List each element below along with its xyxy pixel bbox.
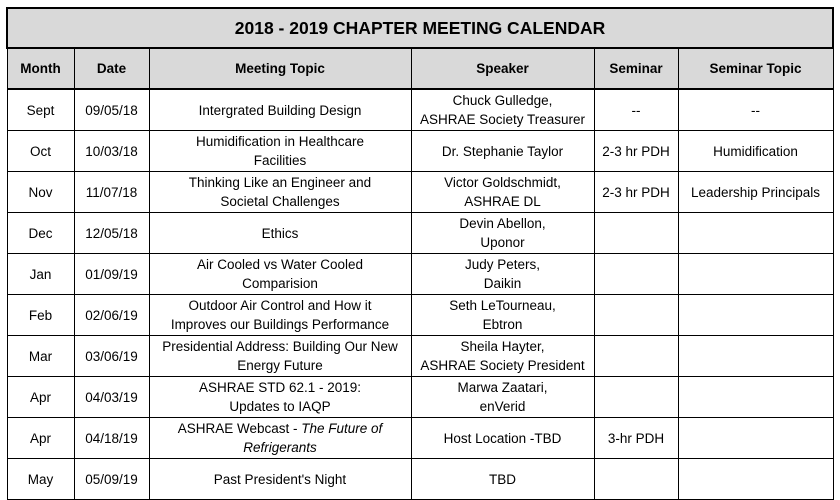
- seminar-topic-cell: Leadership Principals: [678, 172, 833, 213]
- date-cell: 02/06/19: [74, 295, 149, 336]
- seminar-topic-cell: [678, 213, 833, 254]
- topic-line: Facilities: [253, 153, 307, 168]
- topic-line: ASHRAE STD 62.1 - 2019:: [198, 380, 362, 395]
- header-speaker: Speaker: [411, 48, 594, 89]
- seminar-cell: [594, 336, 678, 377]
- date-cell: 01/09/19: [74, 254, 149, 295]
- seminar-topic-cell: --: [678, 89, 833, 131]
- table-row: [7, 131, 833, 172]
- table-title: 2018 - 2019 CHAPTER MEETING CALENDAR: [7, 8, 833, 48]
- seminar-topic-cell: [678, 377, 833, 418]
- date-cell: 05/09/19: [74, 459, 149, 500]
- header-seminar-topic: Seminar Topic: [678, 48, 833, 89]
- speaker-line: ASHRAE Society President: [420, 358, 585, 373]
- speaker-cell: [411, 459, 594, 500]
- topic-line: Intergrated Building Design: [198, 102, 362, 118]
- month-cell: Mar: [7, 336, 74, 377]
- topic-line: Energy Future: [237, 358, 323, 373]
- seminar-topic-cell: Humidification: [678, 131, 833, 172]
- table-row: [7, 89, 833, 131]
- month-cell: Oct: [7, 131, 74, 172]
- topic-line: Updates to IAQP: [229, 399, 331, 414]
- topic-prefix: ASHRAE Webcast -: [177, 421, 302, 436]
- meeting-topic-cell: [149, 213, 411, 254]
- speaker-line: Daikin: [483, 276, 522, 291]
- speaker-cell: [411, 131, 594, 172]
- date-cell: 09/05/18: [74, 89, 149, 131]
- month-cell: Apr: [7, 377, 74, 418]
- speaker-cell: [411, 336, 594, 377]
- speaker-line: Seth LeTourneau,: [449, 298, 556, 313]
- speaker-line: Judy Peters,: [464, 257, 541, 272]
- topic-line: Societal Challenges: [220, 194, 340, 209]
- table-row: [7, 254, 833, 295]
- speaker-cell: [411, 295, 594, 336]
- speaker-cell: [411, 172, 594, 213]
- speaker-line: Uponor: [480, 235, 525, 250]
- date-cell: 04/03/19: [74, 377, 149, 418]
- seminar-cell: [594, 254, 678, 295]
- table-row: [7, 172, 833, 213]
- speaker-line: Host Location -TBD: [443, 430, 562, 446]
- speaker-line: Chuck Gulledge,: [452, 93, 553, 108]
- date-cell: 11/07/18: [74, 172, 149, 213]
- month-cell: Sept: [7, 89, 74, 131]
- topic-line: Past President's Night: [213, 471, 347, 487]
- topic-line: Refrigerants: [243, 440, 317, 455]
- topic-line: Improves our Buildings Performance: [170, 317, 390, 332]
- speaker-line: ASHRAE DL: [464, 194, 541, 209]
- header-row: [7, 48, 833, 89]
- date-cell: 04/18/19: [74, 418, 149, 459]
- speaker-line: TBD: [489, 471, 516, 487]
- seminar-topic-cell: [678, 459, 833, 500]
- meeting-topic-cell: [149, 254, 411, 295]
- speaker-line: Devin Abellon,: [459, 216, 546, 231]
- seminar-cell: 2-3 hr PDH: [594, 131, 678, 172]
- speaker-cell: [411, 254, 594, 295]
- topic-line: Ethics: [261, 225, 299, 241]
- header-meeting-topic: Meeting Topic: [149, 48, 411, 89]
- seminar-cell: 3-hr PDH: [594, 418, 678, 459]
- meeting-topic-cell: [149, 459, 411, 500]
- month-cell: May: [7, 459, 74, 500]
- topic-line: Thinking Like an Engineer and: [188, 175, 372, 190]
- seminar-topic-cell: [678, 254, 833, 295]
- topic-line: Air Cooled vs Water Cooled: [196, 257, 364, 272]
- table-row: [7, 377, 833, 418]
- topic-italic-part: The Future of: [301, 421, 383, 436]
- speaker-cell: [411, 418, 594, 459]
- date-cell: 10/03/18: [74, 131, 149, 172]
- meeting-topic-cell: [149, 377, 411, 418]
- seminar-topic-cell: [678, 336, 833, 377]
- speaker-cell: [411, 213, 594, 254]
- seminar-cell: 2-3 hr PDH: [594, 172, 678, 213]
- header-date: Date: [74, 48, 149, 89]
- table-row: [7, 295, 833, 336]
- speaker-line: Marwa Zaatari,: [457, 380, 548, 395]
- header-seminar: Seminar: [594, 48, 678, 89]
- topic-line: Comparision: [242, 276, 318, 291]
- speaker-line: Dr. Stephanie Taylor: [441, 143, 564, 159]
- speaker-cell: [411, 89, 594, 131]
- speaker-line: ASHRAE Society Treasurer: [419, 112, 586, 127]
- topic-line: [152, 419, 409, 438]
- seminar-cell: [594, 459, 678, 500]
- meeting-topic-cell: [149, 418, 411, 459]
- table-row: [7, 213, 833, 254]
- speaker-line: Ebtron: [482, 317, 523, 332]
- month-cell: Nov: [7, 172, 74, 213]
- table-row: [7, 418, 833, 459]
- speaker-cell: [411, 377, 594, 418]
- speaker-line: Victor Goldschmidt,: [444, 175, 561, 190]
- speaker-line: enVerid: [479, 399, 526, 414]
- meeting-topic-cell: [149, 172, 411, 213]
- seminar-cell: [594, 213, 678, 254]
- seminar-cell: --: [594, 89, 678, 131]
- calendar-table: [6, 7, 834, 500]
- table-row: [7, 336, 833, 377]
- meeting-topic-cell: [149, 89, 411, 131]
- seminar-topic-cell: [678, 418, 833, 459]
- table-row: [7, 459, 833, 500]
- date-cell: 03/06/19: [74, 336, 149, 377]
- calendar-table-wrapper: [6, 7, 832, 500]
- month-cell: Dec: [7, 213, 74, 254]
- topic-line: Presidential Address: Building Our New: [162, 339, 398, 354]
- header-month: Month: [7, 48, 74, 89]
- speaker-line: Sheila Hayter,: [460, 339, 545, 354]
- meeting-topic-cell: [149, 295, 411, 336]
- month-cell: Apr: [7, 418, 74, 459]
- seminar-cell: [594, 295, 678, 336]
- seminar-cell: [594, 377, 678, 418]
- meeting-topic-cell: [149, 336, 411, 377]
- seminar-topic-cell: [678, 295, 833, 336]
- topic-line: Outdoor Air Control and How it: [188, 298, 372, 313]
- topic-line: Humidification in Healthcare: [195, 134, 365, 149]
- month-cell: Feb: [7, 295, 74, 336]
- date-cell: 12/05/18: [74, 213, 149, 254]
- meeting-topic-cell: [149, 131, 411, 172]
- month-cell: Jan: [7, 254, 74, 295]
